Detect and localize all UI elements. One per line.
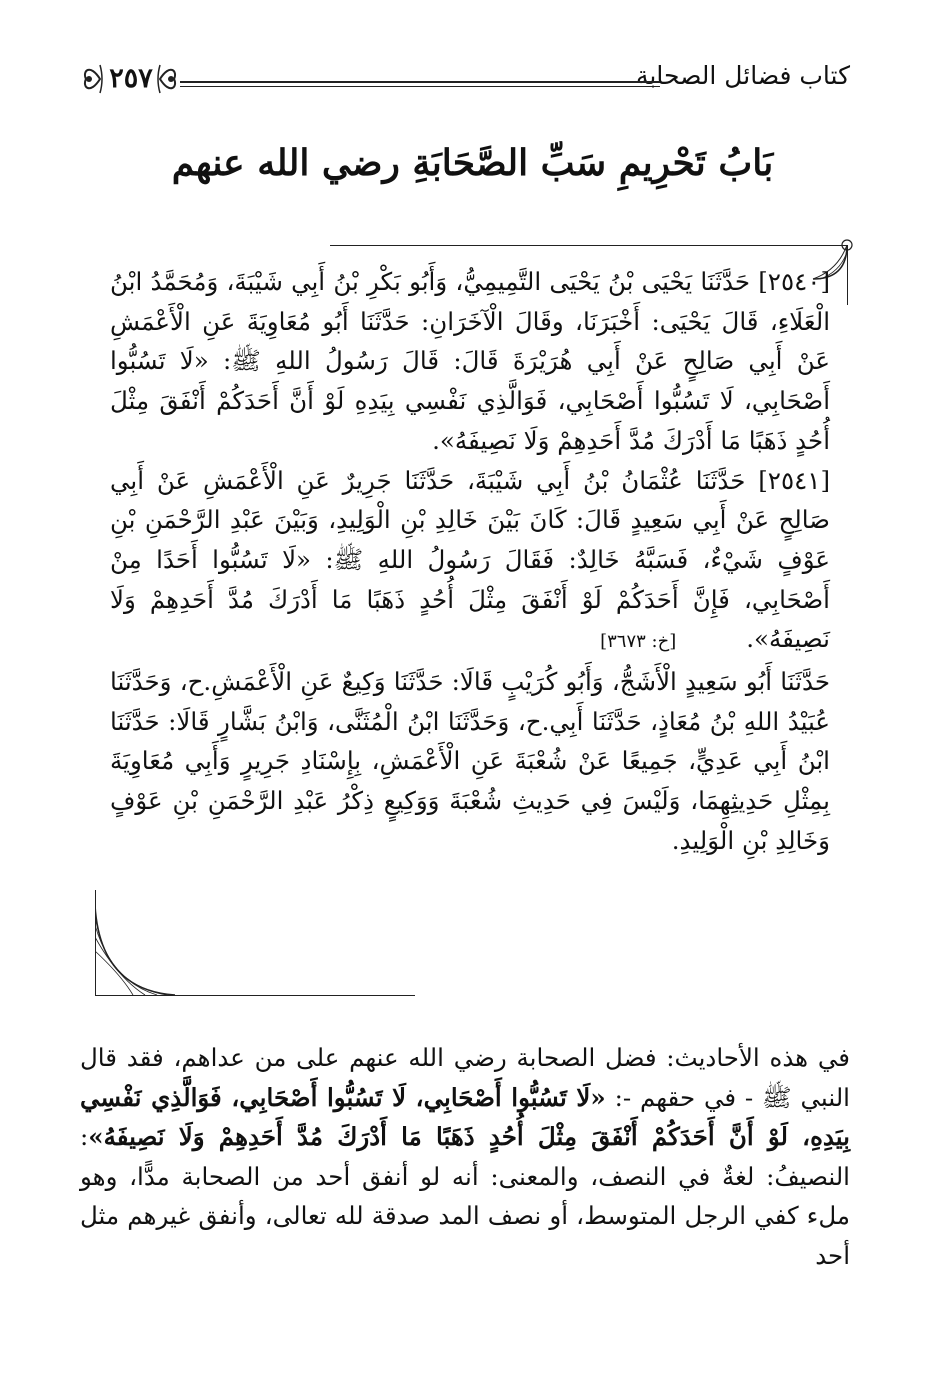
header-rule-thin [180, 86, 660, 87]
chapter-title: بَابُ تَحْرِيمِ سَبِّ الصَّحَابَةِ رضي الله عنهم [171, 142, 774, 184]
bukhari-reference: [خ: ٣٦٧٣] [600, 631, 677, 653]
commentary [80, 1038, 850, 1275]
running-header [80, 55, 850, 103]
commentary-intro: في هذه الأحاديث: فضل الصحابة رضي الله عنهم على من عداهم، فقد قال النبي ﷺ - في حقهم -: [80, 1043, 850, 1112]
commentary-text: : النصيفُ: لغةٌ في النصف، والمعنى: أنه لو أنفق أحد من الصحابة مدًّا، وهو ملء كفي الرجل المتوسط، أو نصف المد صدقة لله تعالى، وأنفق غيرهم مثل أحد [80, 1122, 850, 1270]
hadith-2541-chain: حَدَّثَنَا أَبُو سَعِيدٍ الْأَشَجُّ، وَأَبُو كُرَيْبٍ قَالَا: حَدَّثَنَا وَكِيعٌ عَنِ الْأَعْمَشِ.ح، وَحَدَّثَنَا عُبَيْدُ اللهِ بْنُ مُعَاذٍ، حَدَّثَنَا أَبِي.ح، وَحَدَّثَنَا ابْنُ الْمُثَنَّى، وَابْنُ بَشَّارٍ قَالَا: حَدَّثَنَا ابْنُ أَبِي عَدِيٍّ، جَمِيعًا عَنْ شُعْبَةَ عَنِ الْأَعْمَشِ، بِإِسْنَادِ جَرِيرٍ وَأَبِي مُعَاوِيَةَ بِمِثْلِ حَدِيثِهِمَا، وَلَيْسَ فِي حَدِيثِ شُعْبَةَ وَوَكِيعٍ ذِكْرُ عَبْدِ الرَّحْمَنِ بْنِ عَوْفٍ وَخَالِدِ بْنِ الْوَلِيدِ. [110, 667, 830, 855]
hadith-2540: [٢٥٤٠] حَدَّثَنَا يَحْيَى بْنُ يَحْيَى التَّمِيمِيُّ، وَأَبُو بَكْرِ بْنُ أَبِي شَيْبَةَ، وَمُحَمَّدُ ابْنُ الْعَلَاءِ، قَالَ يَحْيَى: أَخْبَرَنَا، وقَالَ الْآخَرَانِ: حَدَّثَنَا أَبُو مُعَاوِيَةَ عَنِ الْأَعْمَشِ عَنْ أَبِي صَالِحٍ عَنْ أَبِي هُرَيْرَةَ قَالَ: قَالَ رَسُولُ اللهِ ﷺ: «لَا تَسُبُّوا أَصْحَابِي، لَا تَسُبُّوا أَصْحَابِي، فَوَالَّذِي نَفْسِي بِيَدِهِ لَوْ أَنَّ أَحَدَكُمْ أَنْفَقَ مِثْلَ أُحُدٍ ذَهَبًا مَا أَدْرَكَ مُدَّ أَحَدِهِمْ وَلَا نَصِيفَهُ». [110, 267, 830, 455]
page-number: ٢٥٧ [109, 63, 153, 94]
hadith-2541 [110, 461, 830, 663]
corner-ornament-icon [95, 905, 175, 997]
header-rule [180, 81, 660, 83]
frame-top-border [330, 245, 848, 246]
commentary-quote: «لَا تَسُبُّوا أَصْحَابِي، لَا تَسُبُّوا أَصْحَابِي، فَوَالَّذِي نَفْسِي بِيَدِهِ، لَوْ أَنَّ أَحَدَكُمْ أَنْفَقَ مِثْلَ أُحُدٍ ذَهَبًا مَا أَدْرَكَ مُدَّ أَحَدِهِمْ وَلَا نَصِيفَهُ» [80, 1082, 850, 1151]
hadith-2541-text: [٢٥٤١] حَدَّثَنَا عُثْمَانُ بْنُ أَبِي شَيْبَةَ، حَدَّثَنَا جَرِيرٌ عَنِ الْأَعْمَشِ عَنْ أَبِي صَالِحٍ عَنْ أَبِي سَعِيدٍ قَالَ: كَانَ بَيْنَ خَالِدِ بْنِ الْوَلِيدِ، وَبَيْنَ عَبْدِ الرَّحْمَنِ بْنِ عَوْفٍ شَيْءٌ، فَسَبَّهُ خَالِدٌ: فَقَالَ رَسُولُ اللهِ ﷺ: «لَا تَسُبُّوا أَحَدًا مِنْ أَصْحَابِي، فَإِنَّ أَحَدَكُمْ لَوْ أَنْفَقَ مِثْلَ أُحُدٍ ذَهَبًا مَا أَدْرَكَ مُدَّ أَحَدِهِمْ وَلَا نَصِيفَهُ». [110, 465, 830, 654]
hadith-block [110, 262, 830, 861]
book-title: كتاب فضائل الصحابة [636, 61, 850, 90]
